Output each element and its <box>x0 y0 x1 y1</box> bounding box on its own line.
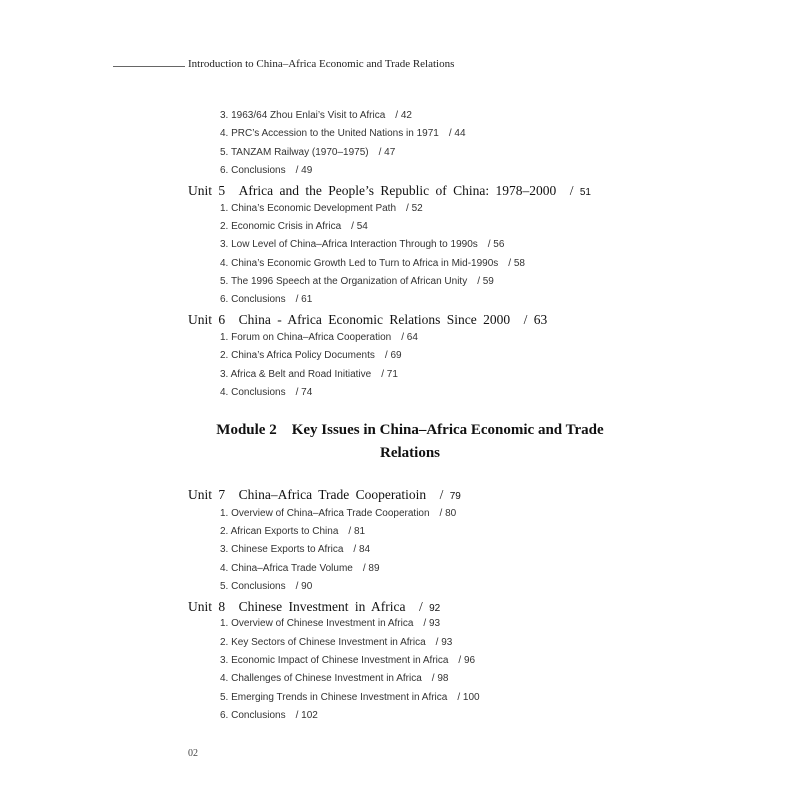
toc-entry: 6. Conclusions / 102 <box>220 710 318 721</box>
toc-entry: 2. African Exports to China / 81 <box>220 526 366 537</box>
module-2-heading <box>160 419 660 465</box>
toc-entry: 2. Economic Crisis in Africa / 54 <box>220 221 368 232</box>
toc-entry: 4. China’s Economic Growth Led to Turn to Africa in Mid-1990s / 58 <box>220 258 525 269</box>
toc-entry: 5. Conclusions / 90 <box>220 581 313 592</box>
toc-entry: 5. The 1996 Speech at the Organization of African Unity / 59 <box>220 276 494 287</box>
header-rule <box>113 66 185 67</box>
module-2-title-line-2: Relations <box>380 445 440 461</box>
unit-7-page: 79 <box>449 491 461 502</box>
toc-entry: 5. TANZAM Railway (1970–1975) / 47 <box>220 147 396 158</box>
unit-8-title: Unit 8 Chinese Investment in Africa / <box>188 599 430 614</box>
toc-entry: 2. China’s Africa Policy Documents / 69 <box>220 350 402 361</box>
toc-entry: 3. Chinese Exports to Africa / 84 <box>220 544 371 555</box>
toc-entry: 2. Key Sectors of Chinese Investment in Africa / 93 <box>220 637 453 648</box>
toc-entry: 4. Challenges of Chinese Investment in Africa / 98 <box>220 673 449 684</box>
toc-entry: 1. Forum on China–Africa Cooperation / 64 <box>220 332 418 343</box>
unit-8-page: 92 <box>429 603 441 614</box>
toc-entry: 3. Low Level of China–Africa Interaction Through to 1990s / 56 <box>220 239 505 250</box>
page-number: 02 <box>188 748 198 759</box>
unit-6-heading: Unit 6 China - Africa Economic Relations Since 2000 / 63 <box>188 312 548 327</box>
unit-8-heading <box>188 595 440 615</box>
toc-entry: 3. Africa & Belt and Road Initiative / 71 <box>220 369 398 380</box>
toc-entry: 3. 1963/64 Zhou Enlai’s Visit to Africa / 42 <box>220 110 412 121</box>
running-header: Introduction to China–Africa Economic and Trade Relations <box>188 58 455 70</box>
unit-5-heading <box>188 179 591 199</box>
unit-7-title: Unit 7 China–Africa Trade Cooperatioin / <box>188 487 450 502</box>
toc-entry: 1. China’s Economic Development Path / 52 <box>220 203 423 214</box>
unit-5-page: 51 <box>579 187 591 198</box>
toc-entry: 6. Conclusions / 61 <box>220 294 313 305</box>
unit-5-title: Unit 5 Africa and the People’s Republic of China: 1978–2000 / <box>188 183 580 198</box>
toc-entry: 4. PRC’s Accession to the United Nations in 1971 / 44 <box>220 128 466 139</box>
module-2-title-line-1: Module 2 Key Issues in China–Africa Economic and Trade <box>216 422 604 438</box>
toc-entry: 4. Conclusions / 74 <box>220 387 313 398</box>
unit-7-heading <box>188 483 461 503</box>
toc-entry: 5. Emerging Trends in Chinese Investment in Africa / 100 <box>220 692 480 703</box>
toc-entry: 1. Overview of Chinese Investment in Africa / 93 <box>220 618 441 629</box>
toc-entry: 6. Conclusions / 49 <box>220 165 313 176</box>
toc-entry: 1. Overview of China–Africa Trade Cooperation / 80 <box>220 508 457 519</box>
toc-entry: 3. Economic Impact of Chinese Investment in Africa / 96 <box>220 655 476 666</box>
toc-entry: 4. China–Africa Trade Volume / 89 <box>220 563 380 574</box>
